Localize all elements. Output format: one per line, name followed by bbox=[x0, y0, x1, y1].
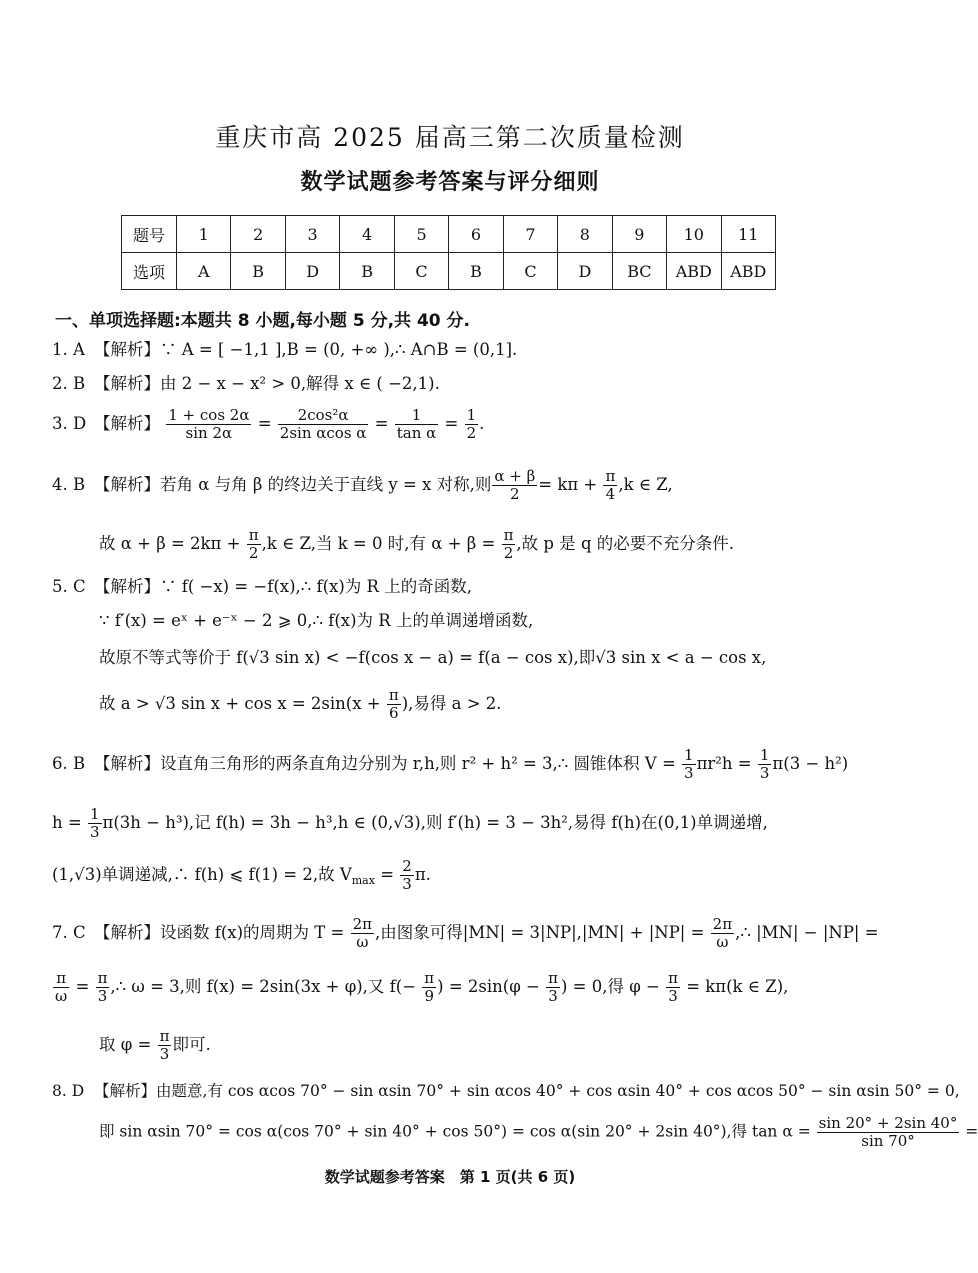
numerator: 2 bbox=[402, 857, 412, 875]
solution-5-line-4 bbox=[99, 687, 502, 722]
denominator: sin 70° bbox=[861, 1131, 915, 1150]
solution-text: 【解析】设函数 f(x)的周期为 T = bbox=[94, 922, 345, 942]
question-number-cell: 1 bbox=[177, 216, 231, 253]
denominator: 3 bbox=[159, 1044, 170, 1063]
equals-sign: = bbox=[257, 413, 272, 433]
solution-text: ,k ∈ Z, bbox=[618, 474, 673, 494]
solution-8-line-1 bbox=[52, 1082, 960, 1101]
numerator: 1 + cos 2α bbox=[168, 406, 250, 424]
numerator: π bbox=[97, 969, 108, 987]
solution-text: ),易得 a > 2. bbox=[401, 693, 502, 713]
denominator: 6 bbox=[389, 703, 399, 722]
numerator: π bbox=[388, 686, 399, 704]
fraction bbox=[247, 527, 261, 562]
solution-text: ,∴ |MN| − |NP| = bbox=[735, 922, 879, 942]
solution-text: ) = 2sin(φ − bbox=[437, 976, 540, 996]
equals-sign: = bbox=[374, 413, 389, 433]
answer-cell: ABD bbox=[667, 253, 721, 290]
denominator: tan α bbox=[396, 423, 437, 442]
solution-7-line-3 bbox=[99, 1028, 211, 1063]
numerator: π bbox=[53, 970, 69, 988]
numerator: α + β bbox=[494, 467, 536, 485]
document-title: 重庆市高 2025 届高三第二次质量检测 bbox=[215, 123, 685, 152]
answer-cell: BC bbox=[612, 253, 666, 290]
fraction bbox=[166, 407, 251, 442]
solution-7-line-2 bbox=[52, 970, 788, 1005]
denominator: 2 bbox=[248, 543, 259, 562]
fraction bbox=[351, 916, 374, 951]
solution-text: ,由图象可得|MN| = 3|NP|,|MN| + |NP| = bbox=[375, 922, 705, 942]
solution-8-line-2 bbox=[99, 1115, 978, 1150]
fraction bbox=[666, 970, 680, 1005]
solution-4-line-2 bbox=[99, 527, 734, 562]
fraction bbox=[53, 970, 69, 1005]
question-number-cell: 8 bbox=[558, 216, 612, 253]
solution-6-line-2 bbox=[52, 806, 768, 841]
solution-text: 即可. bbox=[172, 1034, 211, 1054]
solution-text: ,∴ ω = 3,则 f(x) = 2sin(3x + φ),又 f(− bbox=[110, 976, 417, 996]
denominator: 2 bbox=[510, 484, 520, 503]
row-label-number: 题号 bbox=[122, 216, 177, 253]
fraction bbox=[96, 970, 110, 1005]
row-label-answer: 选项 bbox=[122, 253, 177, 290]
question-label: 2. B bbox=[52, 374, 86, 393]
question-label: 6. B bbox=[52, 753, 86, 773]
fraction bbox=[158, 1028, 172, 1063]
question-number-cell: 11 bbox=[721, 216, 775, 253]
answer-cell: A bbox=[177, 253, 231, 290]
solution-4-line-1 bbox=[52, 468, 673, 503]
solution-text: ,k ∈ Z,当 k = 0 时,有 α + β = bbox=[261, 533, 496, 553]
solution-text: πr²h = bbox=[696, 753, 752, 773]
solution-1 bbox=[52, 340, 517, 360]
solution-text: 【解析】∵ A = [ −1,1 ],B = (0, +∞ ),∴ A∩B = (0,1]. bbox=[94, 340, 518, 359]
solution-5-line-2: ∵ f′(x) = eˣ + e⁻ˣ − 2 ⩾ 0,∴ f(x)为 R 上的单调递增函数, bbox=[99, 611, 534, 630]
answer-cell: D bbox=[285, 253, 339, 290]
question-label: 1. A bbox=[52, 340, 85, 359]
solution-text: 【解析】由题意,有 cos αcos 70° − sin αsin 70° + sin αcos 40° + cos αsin 40° + cos αcos 50° − sin αsin 50° = 0, bbox=[94, 1082, 960, 1100]
question-number-cell: 4 bbox=[340, 216, 394, 253]
answer-cell: B bbox=[231, 253, 285, 290]
solution-3 bbox=[52, 407, 484, 442]
numerator: π bbox=[248, 526, 259, 544]
question-label: 4. B bbox=[52, 474, 86, 494]
question-label: 3. D bbox=[52, 413, 87, 433]
numerator: 1 bbox=[684, 746, 694, 764]
solution-text: π(3h − h³),记 f(h) = 3h − h³,h ∈ (0,√3),则 f′(h) = 3 − 3h²,易得 f(h)在(0,1)单调递增, bbox=[102, 812, 768, 832]
solution-text: 故 α + β = 2kπ + bbox=[99, 533, 241, 553]
question-number-cell: 7 bbox=[503, 216, 557, 253]
answer-cell: C bbox=[503, 253, 557, 290]
numerator: π bbox=[503, 526, 514, 544]
solution-5-line-1 bbox=[52, 577, 472, 597]
question-number-cell: 6 bbox=[449, 216, 503, 253]
period: . bbox=[479, 413, 485, 433]
numerator: π bbox=[424, 969, 435, 987]
denominator: 3 bbox=[97, 986, 108, 1005]
answer-cell: B bbox=[449, 253, 503, 290]
fraction bbox=[546, 970, 560, 1005]
fraction bbox=[492, 468, 537, 503]
solution-lead: 【解析】 bbox=[94, 413, 160, 433]
solution-text: = bbox=[75, 976, 90, 996]
solution-text: = kπ(k ∈ Z), bbox=[686, 976, 789, 996]
numerator: 1 bbox=[395, 407, 439, 425]
answer-cell: B bbox=[340, 253, 394, 290]
section-heading: 一、单项选择题:本题共 8 小题,每小题 5 分,共 40 分. bbox=[55, 311, 470, 331]
numerator: sin 20° + 2sin 40° bbox=[818, 1114, 958, 1132]
denominator: 2sin αcos α bbox=[279, 423, 367, 442]
solution-6-line-1 bbox=[52, 747, 848, 782]
solution-text: (1,√3)单调递减,∴ f(h) ⩽ f(1) = 2,故 V bbox=[52, 864, 352, 884]
solution-text: 【解析】若角 α 与角 β 的终边关于直线 y = x 对称,则 bbox=[94, 474, 492, 494]
denominator: ω bbox=[716, 932, 729, 951]
solution-text: 故 a > √3 sin x + cos x = 2sin(x + bbox=[99, 693, 381, 713]
solution-text: π(3 − h²) bbox=[772, 753, 849, 773]
fraction bbox=[400, 858, 414, 893]
solution-text: 【解析】∵ f( −x) = −f(x),∴ f(x)为 R 上的奇函数, bbox=[94, 577, 472, 596]
solution-7-line-1 bbox=[52, 916, 879, 951]
solution-text: = bbox=[965, 1122, 978, 1141]
subscript: max bbox=[351, 874, 375, 888]
fraction bbox=[603, 468, 617, 503]
denominator: 2 bbox=[503, 543, 514, 562]
answer-cell: D bbox=[558, 253, 612, 290]
solution-5-line-3: 故原不等式等价于 f(√3 sin x) < −f(cos x − a) = f(a − cos x),即√3 sin x < a − cos x, bbox=[99, 648, 767, 667]
fraction bbox=[758, 747, 772, 782]
fraction bbox=[422, 970, 436, 1005]
solution-text: = kπ + bbox=[538, 474, 598, 494]
fraction bbox=[278, 407, 369, 442]
question-label: 8. D bbox=[52, 1082, 85, 1100]
question-number-cell: 3 bbox=[285, 216, 339, 253]
solution-text: 【解析】由 2 − x − x² > 0,解得 x ∈ ( −2,1). bbox=[94, 374, 440, 393]
numerator: 1 bbox=[466, 406, 477, 424]
numerator: 2cos²α bbox=[278, 407, 369, 425]
answer-table bbox=[121, 215, 776, 290]
denominator: 3 bbox=[89, 822, 100, 841]
fraction bbox=[502, 527, 516, 562]
fraction bbox=[395, 407, 439, 442]
numerator: 1 bbox=[89, 805, 100, 823]
question-number-cell: 2 bbox=[231, 216, 285, 253]
denominator: 3 bbox=[668, 986, 678, 1005]
denominator: 2 bbox=[466, 423, 477, 442]
numerator: π bbox=[159, 1027, 170, 1045]
question-number-cell: 5 bbox=[394, 216, 448, 253]
fraction bbox=[88, 806, 102, 841]
denominator: 9 bbox=[424, 986, 434, 1005]
solution-text: π. bbox=[414, 864, 431, 884]
fraction bbox=[682, 747, 696, 782]
answer-table-answer-row bbox=[122, 253, 776, 290]
question-number-cell: 9 bbox=[612, 216, 666, 253]
solution-text: = bbox=[380, 864, 395, 884]
question-label: 5. C bbox=[52, 577, 86, 596]
fraction bbox=[817, 1115, 960, 1150]
page-footer: 数学试题参考答案 第 1 页(共 6 页) bbox=[324, 1168, 576, 1186]
fraction bbox=[711, 916, 734, 951]
denominator: sin 2α bbox=[185, 423, 233, 442]
solution-text: 【解析】设直角三角形的两条直角边分别为 r,h,则 r² + h² = 3,∴ 圆锥体积 V = bbox=[94, 753, 676, 773]
solution-text: ) = 0,得 φ − bbox=[560, 976, 660, 996]
solution-text: 即 sin αsin 70° = cos α(cos 70° + sin 40° + cos 50°) = cos α(sin 20° + 2sin 40°),得 tan α = bbox=[99, 1122, 811, 1141]
denominator: ω bbox=[356, 932, 369, 951]
denominator: 3 bbox=[759, 763, 770, 782]
question-label: 7. C bbox=[52, 922, 86, 942]
solution-2 bbox=[52, 374, 440, 394]
numerator: 1 bbox=[759, 746, 770, 764]
denominator: ω bbox=[55, 986, 68, 1005]
numerator: 2π bbox=[712, 915, 733, 933]
document-subtitle: 数学试题参考答案与评分细则 bbox=[300, 170, 600, 195]
denominator: 3 bbox=[402, 874, 412, 893]
fraction bbox=[387, 687, 401, 722]
fraction bbox=[465, 407, 479, 442]
answer-cell: ABD bbox=[721, 253, 775, 290]
numerator: π bbox=[548, 969, 558, 987]
solution-6-line-3 bbox=[52, 858, 431, 893]
denominator: 3 bbox=[548, 986, 558, 1005]
denominator: 3 bbox=[684, 763, 694, 782]
answer-cell: C bbox=[394, 253, 448, 290]
numerator: π bbox=[605, 467, 616, 485]
solution-text: ,故 p 是 q 的必要不充分条件. bbox=[516, 533, 735, 553]
solution-text: 取 φ = bbox=[99, 1034, 152, 1054]
numerator: π bbox=[668, 969, 678, 987]
solution-text: h = bbox=[52, 812, 82, 832]
numerator: 2π bbox=[352, 915, 373, 933]
question-number-cell: 10 bbox=[667, 216, 721, 253]
denominator: 4 bbox=[605, 484, 616, 503]
answer-table-number-row bbox=[122, 216, 776, 253]
equals-sign: = bbox=[444, 413, 459, 433]
